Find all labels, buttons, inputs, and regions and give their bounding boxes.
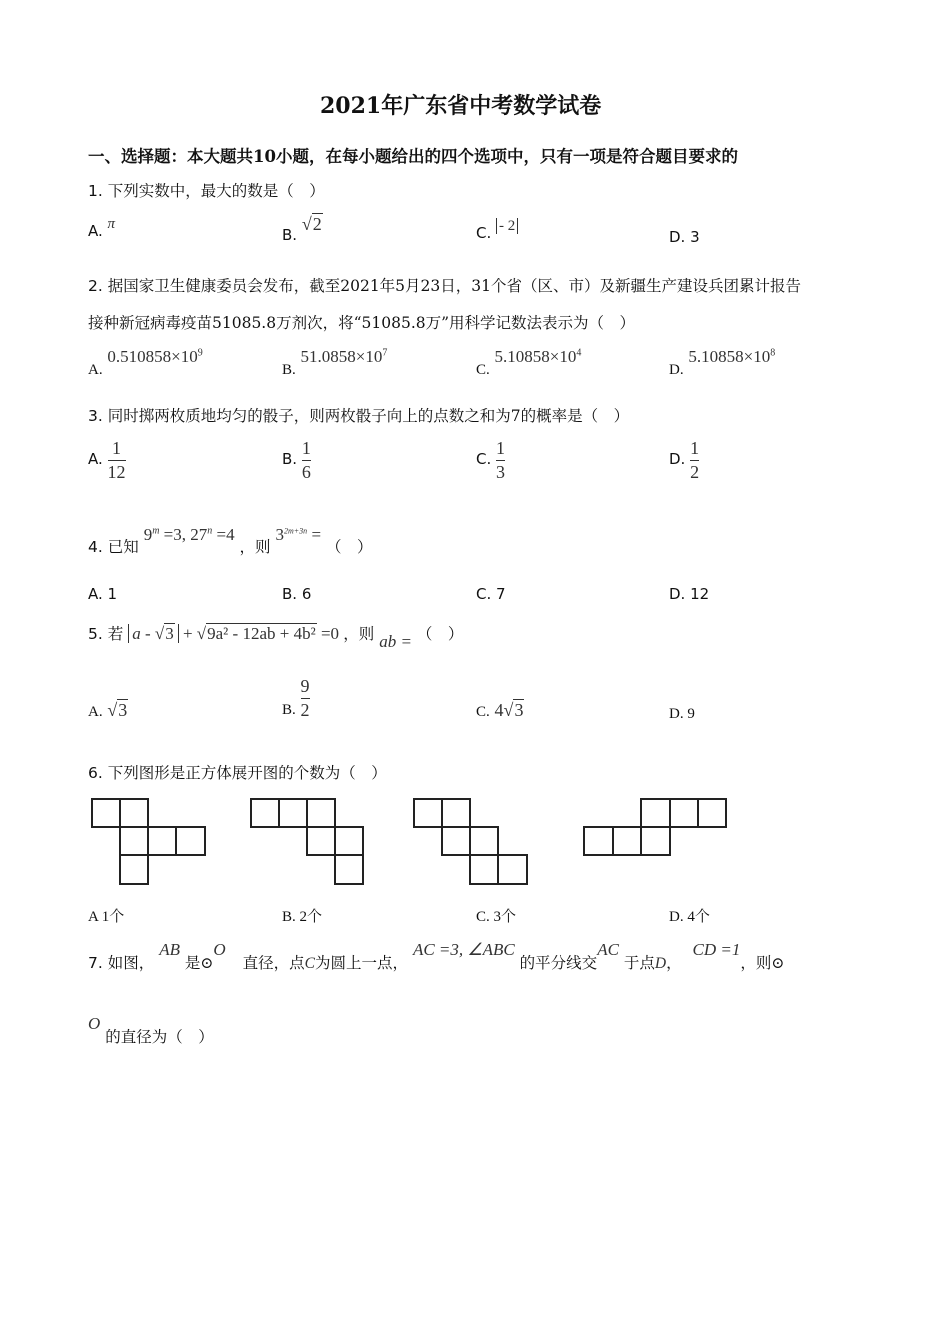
math-expression: $3^{2m+3n}$ = bbox=[275, 525, 322, 544]
fraction: $\frac{1}{3}$ bbox=[496, 438, 506, 482]
q6-option-a: A 1个 bbox=[88, 909, 125, 925]
option-value: √3 bbox=[107, 700, 128, 720]
option-label: A. bbox=[88, 362, 103, 378]
math-symbol: AC bbox=[597, 940, 619, 959]
q4-option-a: A. 1 bbox=[88, 585, 118, 603]
question-7 bbox=[88, 938, 785, 972]
q5-option-d: D. 9 bbox=[669, 706, 695, 722]
question-7-line-2 bbox=[88, 1012, 214, 1046]
option-value: $5.10858\times 10^4$ bbox=[494, 347, 582, 366]
q4-option-b: B. 6 bbox=[282, 585, 312, 603]
option-label: C. bbox=[476, 362, 490, 378]
q3-option-a bbox=[88, 438, 126, 482]
option-value: $5.10858\times 10^8$ bbox=[688, 347, 776, 366]
q1-option-d bbox=[669, 228, 700, 246]
option-label: B. bbox=[282, 450, 298, 469]
math-expression: AC =3, ∠ABC bbox=[412, 940, 515, 959]
q3-option-d bbox=[669, 438, 699, 482]
q3-option-b bbox=[282, 438, 311, 482]
cube-net-1 bbox=[92, 799, 205, 884]
option-value: √2 bbox=[301, 214, 322, 234]
question-text: ， bbox=[666, 954, 682, 972]
question-1 bbox=[88, 179, 325, 201]
option-label: D. bbox=[669, 362, 684, 378]
question-text: 如图， bbox=[107, 954, 155, 972]
question-2 bbox=[88, 274, 801, 296]
question-number: 7. bbox=[88, 954, 103, 972]
question-6 bbox=[88, 761, 387, 783]
fraction: $\frac{1}{12}$ bbox=[107, 438, 126, 482]
option-label: C. bbox=[476, 704, 490, 720]
option-value: $0.510858\times 10^9$ bbox=[107, 347, 203, 366]
question-5 bbox=[88, 622, 464, 651]
option-label: B. bbox=[282, 362, 296, 378]
q6-option-d: D. 4个 bbox=[669, 909, 710, 925]
q1-option-c bbox=[476, 216, 518, 242]
math-symbol: AB bbox=[159, 940, 180, 959]
option-label: D. 3 bbox=[669, 228, 700, 246]
page-title: 2021年广东省中考数学试卷 bbox=[320, 93, 602, 119]
q3-option-c bbox=[476, 438, 505, 482]
math-expression: a - √3 + √9a² - 12ab + 4b² =0 bbox=[128, 623, 343, 643]
question-number: 3. bbox=[88, 407, 103, 425]
math-expression: 9$^m$ =3, 27$^n$ =4 bbox=[143, 525, 235, 544]
q5-option-a bbox=[88, 700, 128, 721]
option-value: $51.0858\times 10^7$ bbox=[300, 347, 388, 366]
question-text: 是⊙ bbox=[184, 954, 214, 972]
q4-option-d: D. 12 bbox=[669, 585, 710, 603]
math-symbol: O bbox=[88, 1014, 101, 1033]
question-text: 已知 bbox=[107, 538, 139, 556]
cube-net-4 bbox=[584, 799, 726, 855]
option-label: C. bbox=[476, 224, 492, 242]
q2-option-c bbox=[476, 347, 582, 378]
question-text: 下列图形是正方体展开图的个数为（ ） bbox=[107, 764, 387, 782]
option-value: - 2 bbox=[496, 218, 518, 234]
q2-option-b bbox=[282, 347, 388, 378]
q5-option-c bbox=[476, 700, 524, 721]
question-2-line-2: 接种新冠病毒疫苗51085.8万剂次，将“51085.8万”用科学记数法表示为（ ） bbox=[88, 314, 636, 332]
cube-net-3 bbox=[414, 799, 527, 884]
question-number: 6. bbox=[88, 764, 103, 782]
question-text: ，则 bbox=[343, 625, 375, 643]
q1-option-a bbox=[88, 216, 116, 241]
math-symbol: D bbox=[654, 955, 667, 972]
question-text: （ ） bbox=[416, 625, 464, 643]
math-expression: ab = bbox=[379, 632, 412, 651]
option-value: π bbox=[107, 216, 116, 232]
q6-option-b: B. 2个 bbox=[282, 909, 323, 925]
question-text: （ ） bbox=[325, 538, 373, 556]
question-text: 若 bbox=[107, 625, 124, 643]
option-label: C. bbox=[476, 450, 492, 469]
option-label: B. bbox=[282, 226, 298, 244]
question-text: 于点 bbox=[623, 954, 655, 972]
cube-net-2 bbox=[251, 799, 363, 884]
question-text: 下列实数中，最大的数是（ ） bbox=[107, 182, 325, 200]
option-label: A. bbox=[88, 222, 103, 240]
q4-option-c: C. 7 bbox=[476, 585, 506, 603]
question-3 bbox=[88, 404, 629, 426]
q2-option-d bbox=[669, 347, 776, 378]
question-text: 同时掷两枚质地均匀的骰子，则两枚骰子向上的点数之和为7的概率是（ ） bbox=[107, 407, 630, 425]
fraction: $\frac{9}{2}$ bbox=[300, 676, 310, 720]
question-text: 的平分线交 bbox=[519, 954, 598, 972]
section-heading: 一、选择题：本大题共10小题，在每小题给出的四个选项中，只有一项是符合题目要求的 bbox=[88, 147, 738, 166]
option-label: A. bbox=[88, 704, 103, 720]
q6-option-c: C. 3个 bbox=[476, 909, 517, 925]
fraction: $\frac{1}{6}$ bbox=[301, 438, 311, 482]
cube-nets-figure bbox=[80, 790, 740, 894]
question-number: 4. bbox=[88, 538, 103, 556]
question-number: 2. bbox=[88, 277, 103, 295]
question-text: ，则 bbox=[239, 538, 271, 556]
math-symbol: O bbox=[213, 940, 226, 959]
fraction: $\frac{1}{2}$ bbox=[690, 438, 700, 482]
math-expression: CD =1 bbox=[692, 940, 741, 959]
question-text: 的直径为（ ） bbox=[105, 1028, 214, 1046]
q5-option-b bbox=[282, 676, 310, 720]
option-label: D. bbox=[669, 450, 686, 469]
q1-option-b bbox=[282, 214, 323, 244]
question-text: 为圆上一点， bbox=[314, 954, 408, 972]
question-text: 直径，点 bbox=[242, 954, 305, 972]
question-number: 5. bbox=[88, 625, 103, 643]
q2-option-a bbox=[88, 347, 203, 378]
option-value: 4√3 bbox=[494, 700, 524, 720]
question-number: 1. bbox=[88, 182, 103, 200]
question-4 bbox=[88, 523, 373, 556]
math-symbol: C bbox=[304, 955, 315, 972]
option-label: B. bbox=[282, 702, 296, 719]
question-text: ，则⊙ bbox=[740, 954, 785, 972]
option-label: A. bbox=[88, 450, 103, 469]
question-text-line-1: 据国家卫生健康委员会发布，截至2021年5月23日，31个省（区、市）及新疆生产建设兵团累计报告 bbox=[107, 277, 801, 295]
